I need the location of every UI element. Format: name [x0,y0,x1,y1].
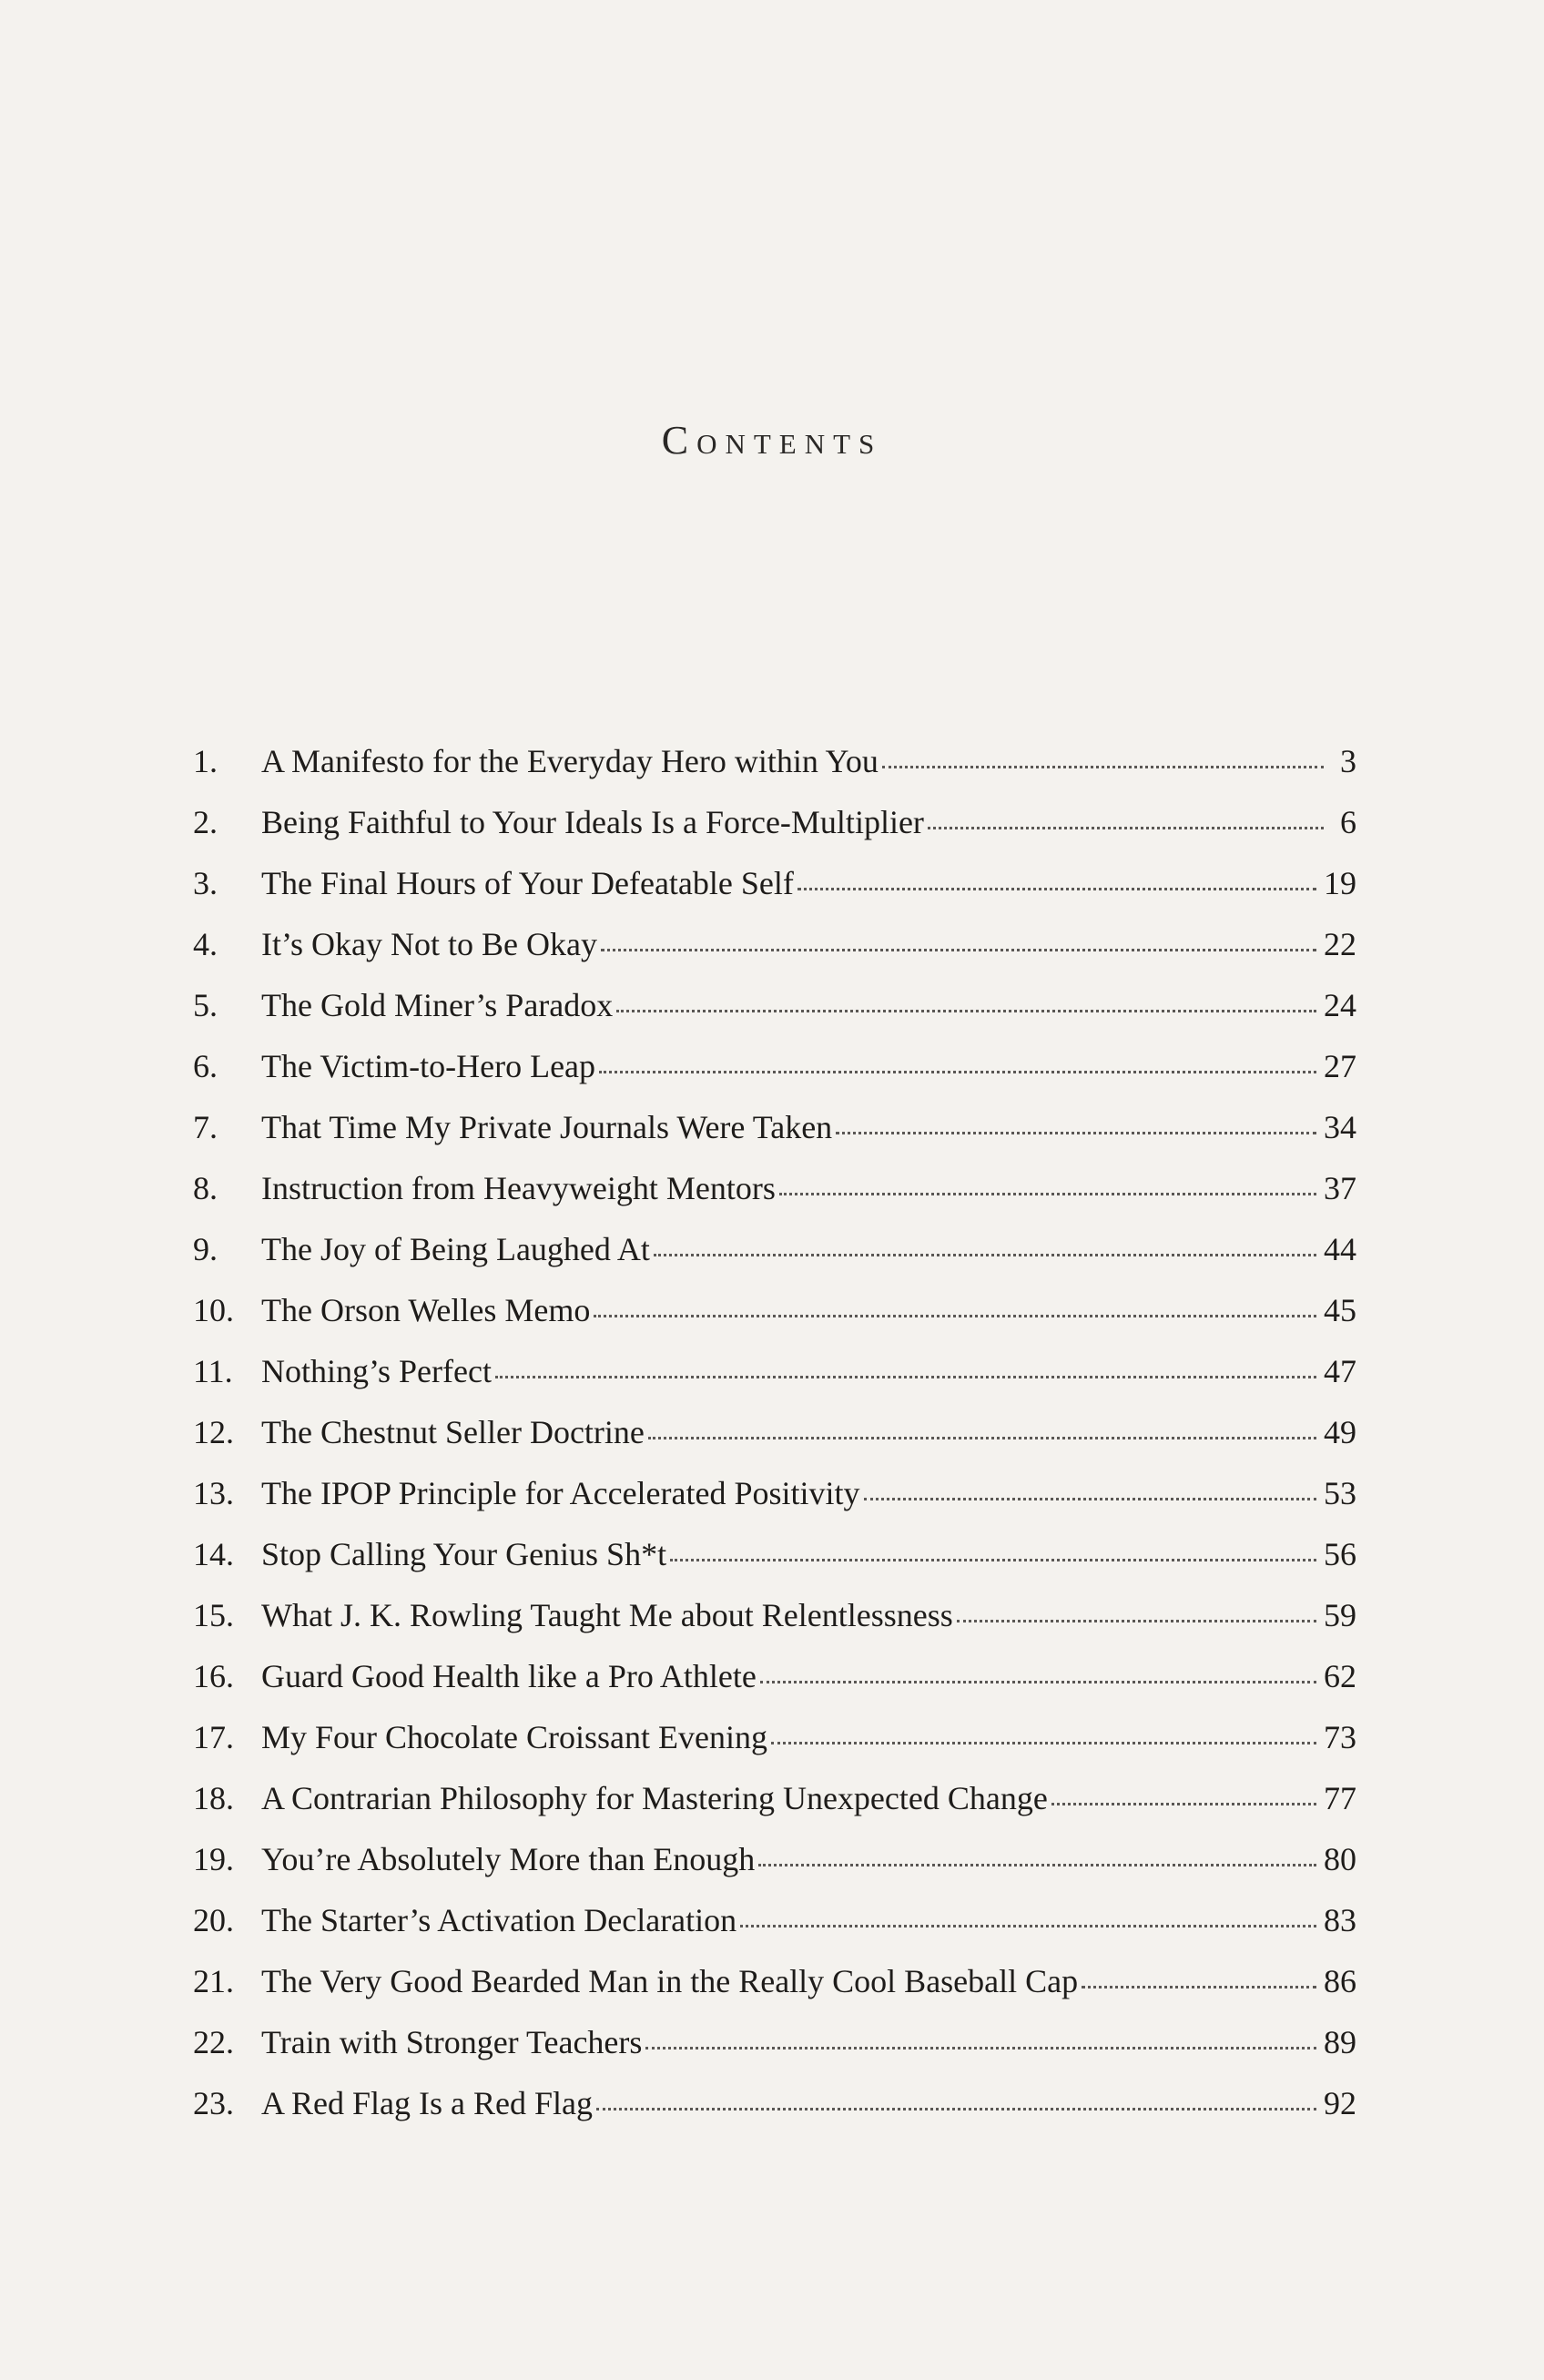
toc-entry-title: My Four Chocolate Croissant Evening [261,1719,767,1755]
dot-leader [864,1498,1316,1500]
toc-entry-page-number: 77 [1324,1780,1356,1816]
toc-entry-title: Being Faithful to Your Ideals Is a Force-Multiplier [261,804,924,840]
dot-leader [616,1010,1316,1012]
toc-entry-title: Instruction from Heavyweight Mentors [261,1170,776,1206]
toc-entry-title: The Gold Miner’s Paradox [261,987,614,1023]
toc-entry [193,1280,1356,1341]
toc-entry-title: Train with Stronger Teachers [261,2024,643,2060]
toc-entry-page-number: 73 [1324,1719,1356,1755]
toc-entry-page-number: 83 [1324,1902,1356,1938]
toc-entry-number: 3. [193,865,218,901]
toc-entry-page-number: 92 [1324,2085,1356,2121]
toc-entry-number: 8. [193,1170,218,1206]
toc-entry-title: That Time My Private Journals Were Taken [261,1109,833,1145]
toc-entry-page-number: 62 [1324,1658,1356,1694]
toc-entry-number: 5. [193,987,218,1023]
toc-entry-title: A Red Flag Is a Red Flag [261,2085,593,2121]
toc-entry [193,1951,1356,2012]
toc-entry-page-number: 34 [1324,1109,1356,1145]
toc-entry-title: Stop Calling Your Genius Sh*t [261,1536,667,1572]
toc-entry [193,1402,1356,1463]
toc-entry-title: The Orson Welles Memo [261,1292,591,1328]
toc-entry [193,1463,1356,1524]
toc-entry [193,1890,1356,1951]
toc-entry [193,1524,1356,1585]
toc-entry-title: Guard Good Health like a Pro Athlete [261,1658,757,1694]
toc-entry-title: The Chestnut Seller Doctrine [261,1414,645,1450]
toc-entry-number: 13. [193,1475,234,1511]
dot-leader [771,1742,1316,1744]
table-of-contents [193,731,1356,2134]
dot-leader [594,1315,1316,1317]
toc-entry-page-number: 47 [1324,1353,1356,1389]
toc-entry-title: Nothing’s Perfect [261,1353,492,1389]
toc-entry [193,1646,1356,1707]
toc-entry [193,1768,1356,1829]
toc-entry [193,2012,1356,2073]
toc-entry-number: 6. [193,1048,218,1084]
toc-entry [193,1219,1356,1280]
toc-entry-page-number: 56 [1324,1536,1356,1572]
toc-entry-number: 2. [193,804,218,840]
toc-entry-number: 19. [193,1841,234,1877]
toc-entry-title: What J. K. Rowling Taught Me about Relentlessness [261,1597,953,1633]
toc-entry-title: The Victim-to-Hero Leap [261,1048,596,1084]
toc-entry-page-number: 22 [1324,926,1356,962]
toc-entry-title: The Starter’s Activation Declaration [261,1902,737,1938]
dot-leader [779,1193,1316,1195]
toc-entry-number: 12. [193,1414,234,1450]
dot-leader [836,1132,1316,1134]
toc-entry-title: You’re Absolutely More than Enough [261,1841,756,1877]
toc-entry-number: 4. [193,926,218,962]
toc-entry [193,975,1356,1036]
toc-entry-number: 10. [193,1292,234,1328]
toc-entry-page-number: 89 [1324,2024,1356,2060]
toc-entry-page-number: 27 [1324,1048,1356,1084]
dot-leader [1051,1803,1316,1805]
dot-leader [758,1864,1316,1866]
toc-entry [193,1036,1356,1097]
dot-leader [882,766,1324,768]
toc-entry-page-number: 24 [1324,987,1356,1023]
toc-entry-page-number: 6 [1340,804,1356,840]
dot-leader [596,2108,1316,2110]
toc-entry-number: 21. [193,1963,234,1999]
toc-entry [193,853,1356,914]
toc-entry-number: 17. [193,1719,234,1755]
toc-entry-page-number: 45 [1324,1292,1356,1328]
toc-entry-title: The Final Hours of Your Defeatable Self [261,865,794,901]
toc-entry [193,1341,1356,1402]
toc-entry-page-number: 44 [1324,1231,1356,1267]
dot-leader [760,1681,1316,1683]
toc-entry [193,1158,1356,1219]
toc-entry-number: 11. [193,1353,233,1389]
toc-entry-page-number: 80 [1324,1841,1356,1877]
dot-leader [654,1254,1316,1256]
toc-entry [193,1829,1356,1890]
dot-leader [648,1437,1316,1439]
toc-entry-page-number: 37 [1324,1170,1356,1206]
toc-entry-number: 15. [193,1597,234,1633]
toc-entry-title: The IPOP Principle for Accelerated Positivity [261,1475,860,1511]
toc-entry-page-number: 19 [1324,865,1356,901]
dot-leader [645,2047,1316,2049]
dot-leader [601,949,1316,951]
toc-entry [193,792,1356,853]
toc-entry-number: 16. [193,1658,234,1694]
dot-leader [740,1925,1316,1927]
dot-leader [928,827,1324,829]
toc-entry-page-number: 53 [1324,1475,1356,1511]
dot-leader [957,1620,1316,1622]
toc-entry-title: The Joy of Being Laughed At [261,1231,650,1267]
toc-entry-title: A Manifesto for the Everyday Hero within You [261,743,879,779]
toc-entry-number: 9. [193,1231,218,1267]
page-title: Contents [661,418,883,463]
toc-entry [193,1585,1356,1646]
dot-leader [670,1559,1316,1561]
toc-entry [193,1097,1356,1158]
toc-entry [193,731,1356,792]
dot-leader [495,1376,1316,1378]
toc-entry-page-number: 59 [1324,1597,1356,1633]
toc-entry-number: 7. [193,1109,218,1145]
dot-leader [1082,1986,1316,1988]
toc-entry-number: 20. [193,1902,234,1938]
toc-entry-page-number: 86 [1324,1963,1356,1999]
toc-entry-number: 18. [193,1780,234,1816]
toc-entry-number: 1. [193,743,218,779]
toc-entry-number: 22. [193,2024,234,2060]
toc-entry-number: 23. [193,2085,234,2121]
toc-entry-number: 14. [193,1536,234,1572]
toc-entry [193,1707,1356,1768]
toc-entry-title: It’s Okay Not to Be Okay [261,926,597,962]
toc-entry-page-number: 49 [1324,1414,1356,1450]
toc-entry-page-number: 3 [1340,743,1356,779]
dot-leader [599,1071,1316,1073]
toc-entry [193,2073,1356,2134]
toc-entry [193,914,1356,975]
toc-entry-title: The Very Good Bearded Man in the Really Cool Baseball Cap [261,1963,1079,1999]
toc-entry-title: A Contrarian Philosophy for Mastering Unexpected Change [261,1780,1048,1816]
dot-leader [797,888,1316,890]
